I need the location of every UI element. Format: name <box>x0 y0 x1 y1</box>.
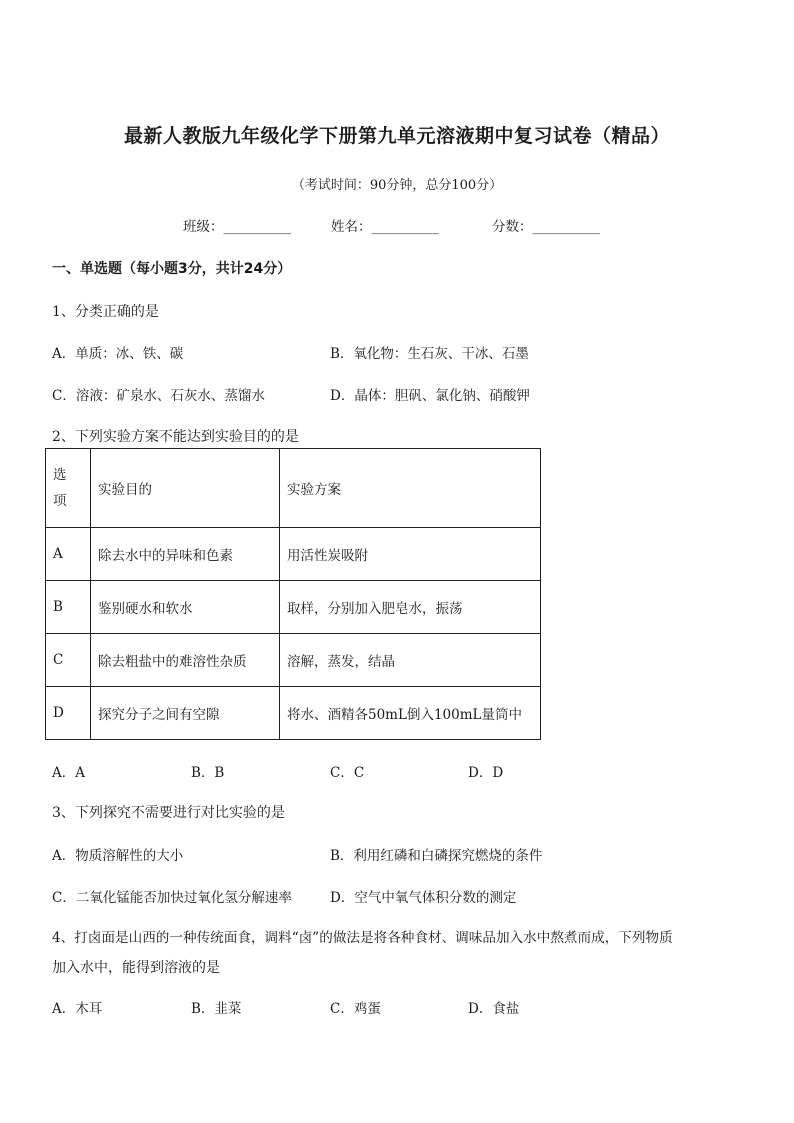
table-header-row <box>46 449 541 528</box>
q4-option-a: A．木耳 <box>52 1001 103 1017</box>
table-row <box>46 581 541 634</box>
row-a-plan: 用活性炭吸附 <box>280 528 541 581</box>
q4-option-b: B．韭菜 <box>191 1001 242 1017</box>
header-option-cell <box>46 449 91 528</box>
row-c-purpose: 除去粗盐中的难溶性杂质 <box>91 634 280 687</box>
exam-subtitle: （考试时间：90分钟，总分100分） <box>291 178 503 193</box>
q1-option-d: D．晶体：胆矾、氯化钠、硝酸钾 <box>330 388 530 404</box>
header-option-line-1: 选 <box>53 467 67 483</box>
header-purpose: 实验目的 <box>91 449 280 528</box>
class-field: 班级：__________ <box>183 219 291 235</box>
table-row <box>46 687 541 740</box>
q3-option-d: D．空气中氧气体积分数的测定 <box>330 890 517 906</box>
question-4-stem-line-1: 4、打卤面是山西的一种传统面食，调料“卤”的做法是将各种食材、调味品加入水中熬煮而成，下列物质 <box>52 930 673 946</box>
section-heading: 一、单选题（每小题3分，共计24分） <box>52 261 292 277</box>
name-field: 姓名：__________ <box>331 219 439 235</box>
row-d-option: D <box>46 687 91 740</box>
q2-option-c: C．C <box>330 765 365 781</box>
q2-option-d: D．D <box>468 765 504 781</box>
q2-option-a: A．A <box>52 765 85 781</box>
row-b-option: B <box>46 581 91 634</box>
question-4-stem-line-2: 加入水中，能得到溶液的是 <box>52 960 220 976</box>
row-b-purpose: 鉴别硬水和软水 <box>91 581 280 634</box>
row-c-option: C <box>46 634 91 687</box>
row-a-option: A <box>46 528 91 581</box>
q2-option-b: B．B <box>191 765 225 781</box>
header-option-line-2: 项 <box>53 493 67 509</box>
q4-option-c: C．鸡蛋 <box>330 1001 381 1017</box>
q3-option-a: A．物质溶解性的大小 <box>52 848 184 864</box>
experiment-table <box>45 448 541 740</box>
row-c-plan: 溶解，蒸发，结晶 <box>280 634 541 687</box>
header-plan: 实验方案 <box>280 449 541 528</box>
exam-title: 最新人教版九年级化学下册第九单元溶液期中复习试卷（精品） <box>123 125 670 147</box>
row-b-plan: 取样，分别加入肥皂水，振荡 <box>280 581 541 634</box>
question-1-stem: 1、分类正确的是 <box>52 304 159 320</box>
question-3-stem: 3、下列探究不需要进行对比实验的是 <box>52 805 285 821</box>
row-d-plan: 将水、酒精各50mL倒入100mL量筒中 <box>280 687 541 740</box>
q1-option-c: C．溶液：矿泉水、石灰水、蒸馏水 <box>52 388 265 404</box>
q3-option-b: B．利用红磷和白磷探究燃烧的条件 <box>330 848 543 864</box>
q3-option-c: C．二氧化锰能否加快过氧化氢分解速率 <box>52 890 292 906</box>
q4-option-d: D．食盐 <box>468 1001 520 1017</box>
score-field: 分数：__________ <box>492 219 600 235</box>
question-4-stem <box>52 923 752 983</box>
row-a-purpose: 除去水中的异味和色素 <box>91 528 280 581</box>
q1-option-a: A．单质：冰、铁、碳 <box>52 346 184 362</box>
table-row <box>46 528 541 581</box>
table-row <box>46 634 541 687</box>
question-2-stem: 2、下列实验方案不能达到实验目的的是 <box>52 429 299 445</box>
row-d-purpose: 探究分子之间有空隙 <box>91 687 280 740</box>
q1-option-b: B．氧化物：生石灰、干冰、石墨 <box>330 346 529 362</box>
